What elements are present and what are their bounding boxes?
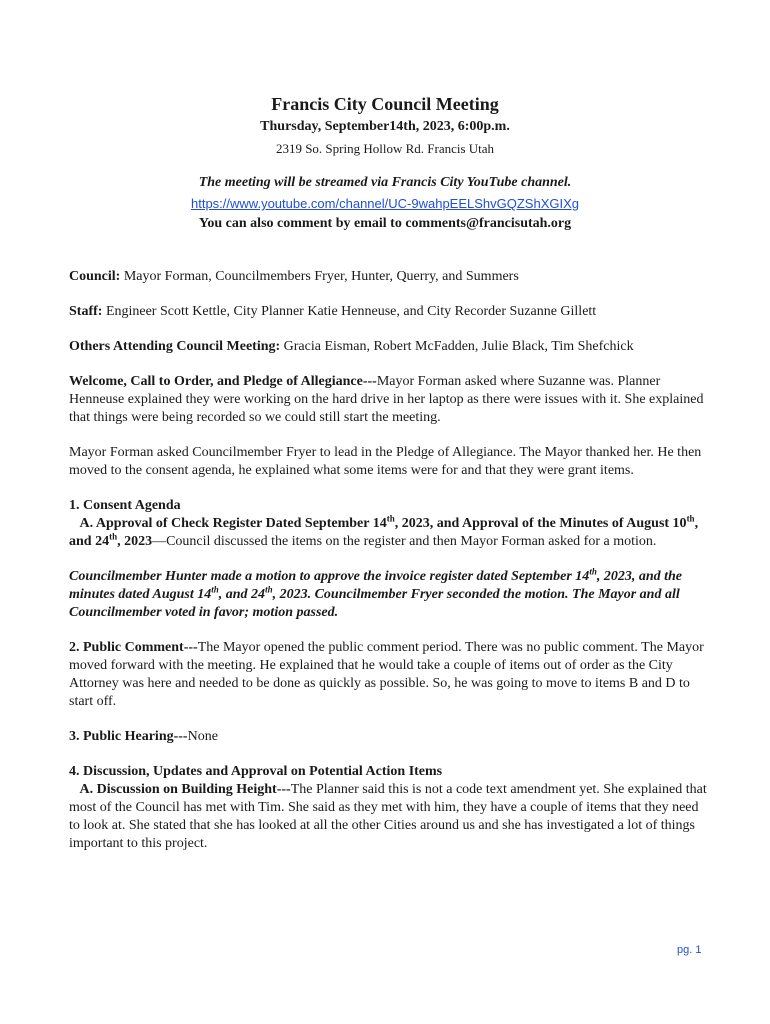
staff-label: Staff: [69,304,103,319]
public-hearing-paragraph [69,728,709,746]
staff-text: Engineer Scott Kettle, City Planner Katie Henneuse, and City Recorder Suzanne Gillett [102,304,597,319]
public-comment-text: The Mayor opened the public comment period. There was no public comment. The Mayor moved forward with the meeting. He explained that he would take a couple of items out of order as the City Attorney was here and needed to be done as quickly as possible. So, he was going to move to items B and D to start off. [69,640,704,709]
discussion-heading: 4. Discussion, Updates and Approval on Potential Action Items [69,764,443,779]
discussion-item-a-text: The Planner said this is not a code text amendment yet. She explained that most of the Council has met with Tim. She said as they met with him, they have a couple of items that they need to look at. She stated that she has looked at all the other Cities around us and she has investigated a lot of things important to this project. [69,782,707,851]
welcome-heading: Welcome, Call to Order, and Pledge of Allegiance--- [69,374,377,389]
public-comment-paragraph [69,639,709,711]
welcome-paragraph [69,373,709,427]
page-number: pg. 1 [677,944,702,956]
public-hearing-heading: 3. Public Hearing--- [69,729,188,744]
email-note: You can also comment by email to comments@francisutah.org [198,216,572,231]
public-comment-heading: 2. Public Comment--- [69,640,198,655]
staff-attendance [69,303,709,321]
consent-item-a-title: A. Approval of Check Register Dated September 14th, 2023, and Approval of the Minutes of August 10th, and 24th, 2023 [69,513,699,549]
meeting-header [0,92,770,234]
discussion-item-a [69,781,709,853]
consent-heading: 1. Consent Agenda [69,498,181,513]
meeting-title: Francis City Council Meeting [271,94,499,114]
meeting-date: Thursday, September14th, 2023, 6:00p.m. [260,119,510,134]
consent-motion: Councilmember Hunter made a motion to approve the invoice register dated September 14th, 2023, and the minutes dated August 14th, and 24th, 2023. Councilmember Fryer seconded the motion. The Mayor and all Councilmember voted in favor; motion passed. [69,566,683,620]
discussion-item-a-heading: A. Discussion on Building Height--- [79,782,291,797]
others-text: Gracia Eisman, Robert McFadden, Julie Black, Tim Shefchick [280,339,634,354]
meeting-address: 2319 So. Spring Hollow Rd. Francis Utah [275,141,495,156]
council-text: Mayor Forman, Councilmembers Fryer, Hunter, Querry, and Summers [120,269,519,284]
youtube-link[interactable]: https://www.youtube.com/channel/UC-9wahpEELShvGQZShXGIXg [190,196,580,211]
stream-note: The meeting will be streamed via Francis City YouTube channel. [198,175,572,190]
welcome-text: Mayor Forman asked where Suzanne was. Planner Henneuse explained they were working on the hard drive in her laptop as there were issues with it. She explained that things were being recorded so we could still start the meeting. [69,374,704,425]
pledge-paragraph: Mayor Forman asked Councilmember Fryer to lead in the Pledge of Allegiance. The Mayor thanked her. He then moved to the consent agenda, he explained what some items were for and that they were grant items. [69,445,702,478]
council-attendance [69,268,709,286]
minutes-body [69,268,709,853]
others-attendance [69,338,709,356]
others-label: Others Attending Council Meeting: [69,339,281,354]
consent-item-a-text: —Council discussed the items on the register and then Mayor Forman asked for a motion. [152,534,657,549]
public-hearing-text: None [187,729,218,744]
consent-item-a [69,515,709,551]
council-label: Council: [69,269,121,284]
